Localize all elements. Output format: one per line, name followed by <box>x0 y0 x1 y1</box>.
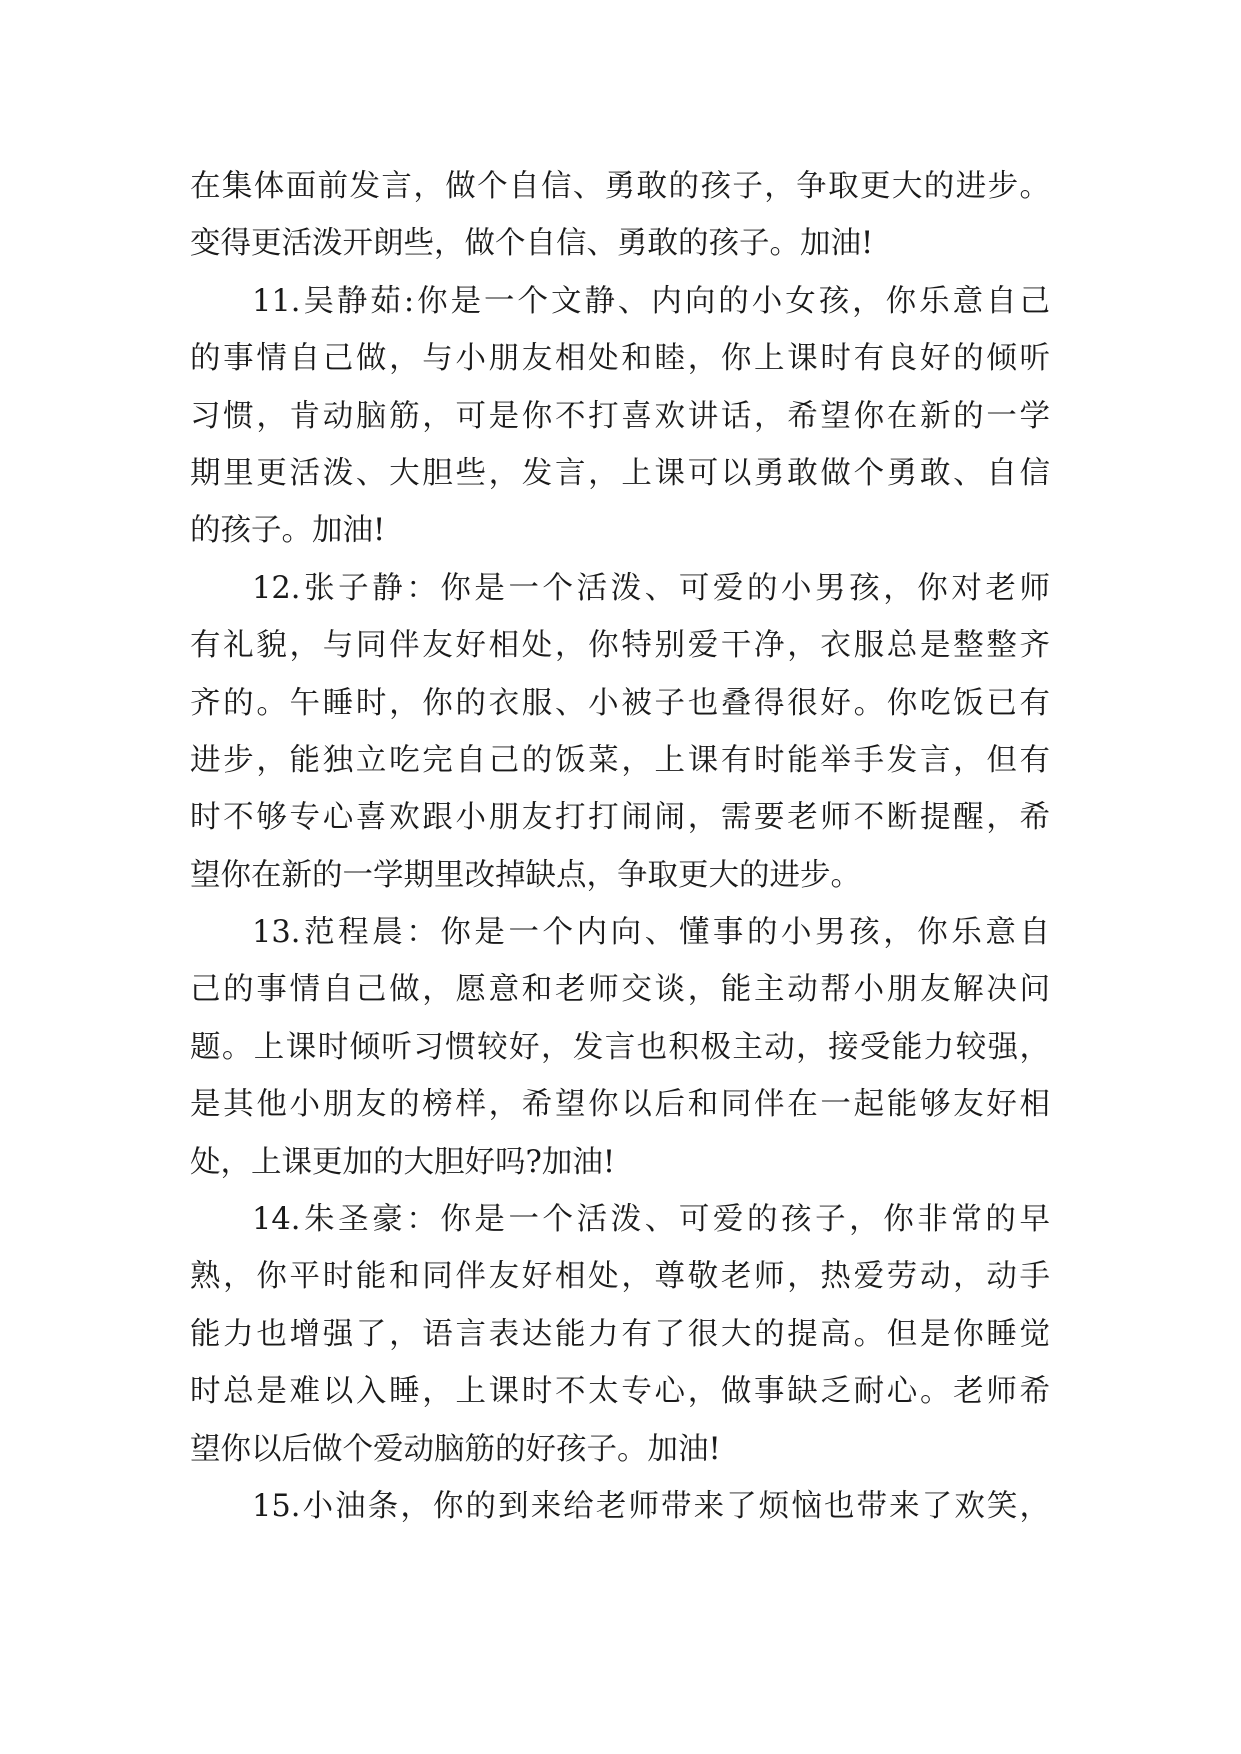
text-line: 望你在新的一学期里改掉缺点，争取更大的进步。 <box>190 857 861 893</box>
text-line: 是其他小朋友的榜样，希望你以后和同伴在一起能够友好相 <box>190 1087 1050 1123</box>
text-line: 时不够专心喜欢跟小朋友打打闹闹，需要老师不断提醒，希 <box>190 800 1050 836</box>
text-line: 题。上课时倾听习惯较好，发言也积极主动，接受能力较强， <box>190 1029 1050 1065</box>
text-line: 14.朱圣豪：你是一个活泼、可爱的孩子，你非常的早 <box>252 1202 1050 1238</box>
text-line: 熟，你平时能和同伴友好相处，尊敬老师，热爱劳动，动手 <box>190 1259 1050 1295</box>
body-text <box>190 158 1050 1535</box>
text-line: 己的事情自己做，愿意和老师交谈，能主动帮小朋友解决问 <box>190 972 1050 1008</box>
text-line: 的事情自己做，与小朋友相处和睦，你上课时有良好的倾听 <box>190 341 1050 377</box>
text-line: 变得更活泼开朗些，做个自信、勇敢的孩子。加油! <box>190 226 874 262</box>
text-line: 的孩子。加油! <box>190 513 386 549</box>
text-line: 期里更活泼、大胆些，发言，上课可以勇敢做个勇敢、自信 <box>190 455 1050 491</box>
text-line: 12.张子静：你是一个活泼、可爱的小男孩，你对老师 <box>252 570 1050 606</box>
text-line: 进步，能独立吃完自己的饭菜，上课有时能举手发言，但有 <box>190 742 1050 778</box>
text-line: 齐的。午睡时，你的衣服、小被子也叠得很好。你吃饭已有 <box>190 685 1050 721</box>
text-line: 11.吴静茹:你是一个文静、内向的小女孩，你乐意自己 <box>252 283 1050 319</box>
text-line: 望你以后做个爱动脑筋的好孩子。加油! <box>190 1431 721 1467</box>
text-line: 习惯，肯动脑筋，可是你不打喜欢讲话，希望你在新的一学 <box>190 398 1050 434</box>
text-line: 能力也增强了，语言表达能力有了很大的提高。但是你睡觉 <box>190 1316 1050 1352</box>
text-line: 在集体面前发言，做个自信、勇敢的孩子，争取更大的进步。 <box>190 169 1050 204</box>
text-line: 时总是难以入睡，上课时不太专心，做事缺乏耐心。老师希 <box>190 1374 1050 1410</box>
text-line: 处，上课更加的大胆好吗?加油! <box>190 1144 616 1180</box>
text-line: 15.小油条，你的到来给老师带来了烦恼也带来了欢笑， <box>252 1488 1050 1524</box>
text-line: 13.范程晨：你是一个内向、懂事的小男孩，你乐意自 <box>252 915 1050 951</box>
text-line: 有礼貌，与同伴友好相处，你特别爱干净，衣服总是整整齐 <box>190 628 1050 664</box>
